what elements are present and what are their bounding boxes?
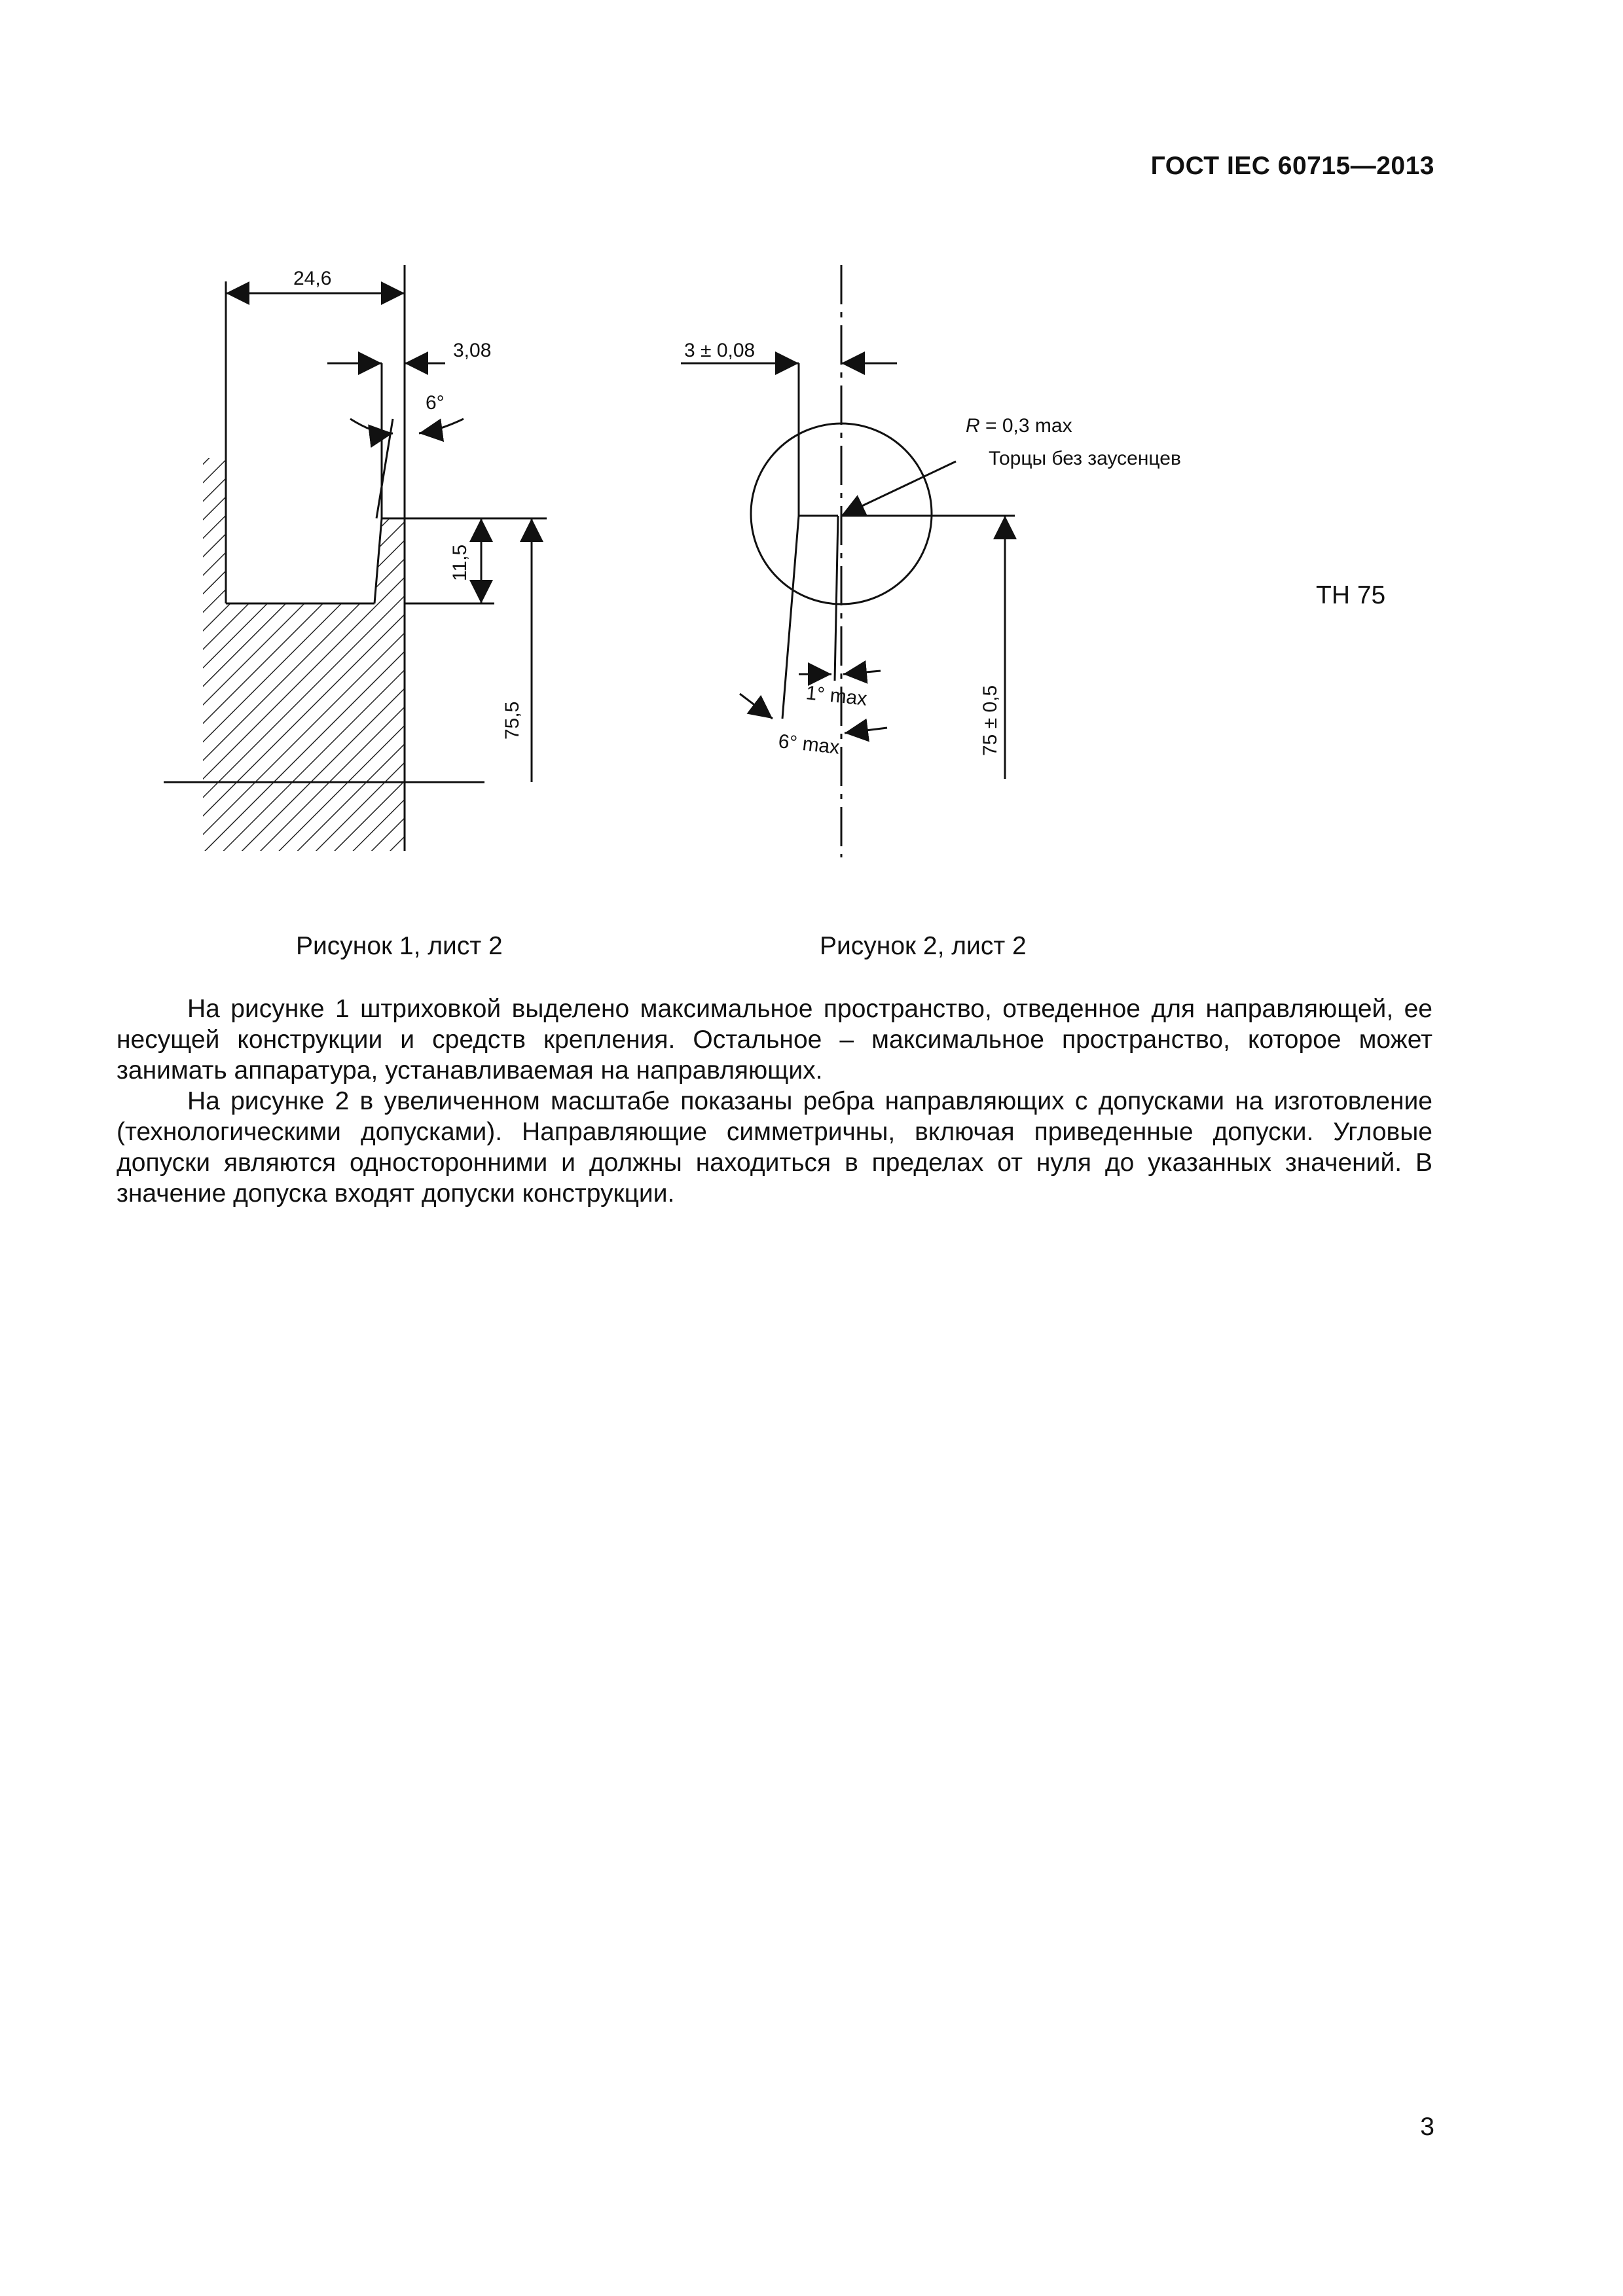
paragraph-2: На рисунке 2 в увеличенном масштабе показаны ребра направляющих с допусками на изготовление (технологическими допусками). Направляющие симметричны, включая приведенные допуски. Угловые допуски являются односторонними и должны находиться в пределах от нуля до указанных значений. В значение допуска входят допуски конструкции.	[117, 1087, 1432, 1208]
figure-1-caption: Рисунок 1, лист 2	[296, 932, 503, 960]
paragraph-1: На рисунке 1 штриховкой выделено максимальное пространство, отведенное для направляющей, ее несущей конструкции и средств крепления. Остальное – максимальное пространство, которое может занимать аппаратура, устанавливаемая на направляющих.	[117, 995, 1432, 1085]
radius-leader	[841, 461, 956, 516]
technical-drawing	[0, 0, 1623, 903]
angle-6-arrow-left	[740, 694, 773, 719]
hatched-area	[203, 458, 405, 851]
angle-6-arrow-right	[845, 728, 887, 733]
side-label: TH 75	[1316, 581, 1386, 609]
body-text	[117, 994, 1432, 1209]
label-24-6: 24,6	[293, 268, 332, 289]
label-radius	[966, 415, 1072, 437]
page-number: 3	[1420, 2113, 1434, 2141]
label-3-tol: 3 ± 0,08	[684, 340, 756, 361]
angle-6-arc-right	[419, 419, 464, 433]
label-radius-r: R	[966, 415, 980, 437]
fig2-rail-6deg	[782, 516, 799, 719]
label-6-deg: 6°	[426, 392, 445, 414]
fig2-rail-1deg	[835, 516, 838, 681]
angle-6-arc-left	[350, 419, 393, 433]
angle-1-arrow-right	[843, 671, 881, 674]
label-75-5: 75,5	[501, 701, 523, 740]
label-edges-note: Торцы без заусенцев	[989, 448, 1181, 469]
figure-2-caption: Рисунок 2, лист 2	[820, 932, 1027, 960]
label-11-5: 11,5	[449, 544, 471, 581]
label-75-tol: 75 ± 0,5	[979, 685, 1001, 756]
label-3-08: 3,08	[453, 340, 492, 361]
label-radius-rest: = 0,3 max	[979, 415, 1072, 437]
document-header: ГОСТ IEC 60715—2013	[1150, 152, 1434, 180]
label-1-max: 1° max	[805, 682, 868, 710]
label-6-max: 6° max	[777, 730, 841, 759]
